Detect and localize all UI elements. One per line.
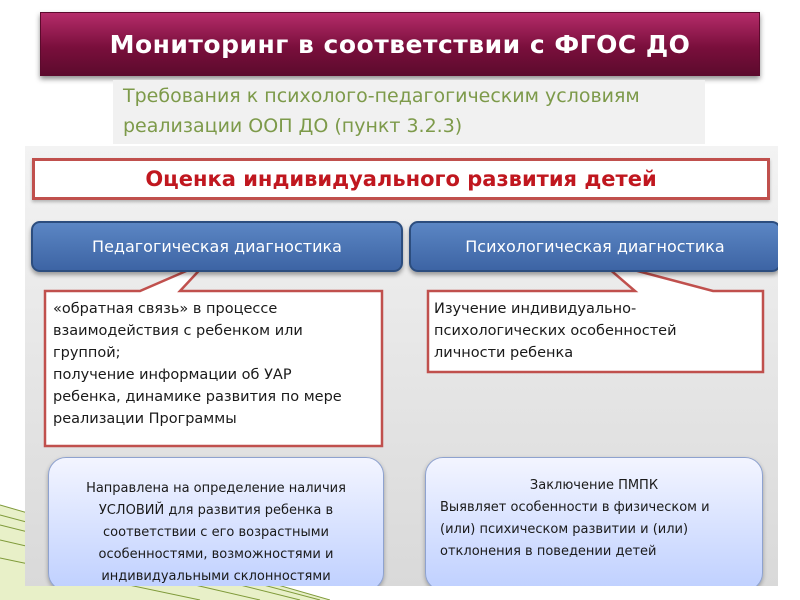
note-line: особенностями, возможностями и bbox=[98, 547, 334, 562]
callout-line: взаимодействия с ребенком или bbox=[53, 323, 303, 339]
callout-line: получение информации об УАР bbox=[53, 367, 292, 383]
category-box-psychological bbox=[409, 221, 778, 272]
right-callout-text bbox=[434, 298, 760, 364]
callout-line: личности ребенка bbox=[434, 345, 574, 361]
callout-line: психологических особенностей bbox=[434, 323, 677, 339]
note-text bbox=[49, 458, 383, 586]
callout-line: реализации Программы bbox=[53, 411, 237, 427]
subtitle-line: Требования к психолого-педагогическим условиям bbox=[123, 85, 640, 107]
main-heading: Оценка индивидуального развития детей bbox=[145, 167, 657, 191]
note-text bbox=[426, 458, 762, 563]
note-line: Направлена на определение наличия bbox=[86, 481, 346, 496]
subtitle-line: реализации ООП ДО (пункт 3.2.3) bbox=[123, 115, 463, 137]
note-line: УСЛОВИЙ для развития ребенка в bbox=[98, 503, 334, 518]
subtitle-box bbox=[113, 80, 705, 144]
main-heading-box bbox=[32, 158, 770, 200]
callout-line: ребенка, динамике развития по мере bbox=[53, 389, 342, 405]
title-bar bbox=[40, 12, 760, 76]
note-line: индивидуальными склонностями bbox=[101, 569, 331, 584]
callout-line: «обратная связь» в процессе bbox=[53, 301, 278, 317]
category-label: Психологическая диагностика bbox=[465, 237, 725, 256]
note-box-pmpk bbox=[425, 457, 763, 586]
category-label: Педагогическая диагностика bbox=[92, 237, 342, 256]
callout-line: группой; bbox=[53, 345, 121, 361]
note-line: отклонения в поведении детей bbox=[440, 544, 657, 559]
note-line: Выявляет особенности в физическом и bbox=[440, 500, 710, 515]
callout-line: Изучение индивидуально- bbox=[434, 301, 637, 317]
category-box-pedagogical bbox=[31, 221, 403, 272]
note-title: Заключение ПМПК bbox=[529, 478, 659, 493]
diagram-panel bbox=[25, 146, 778, 586]
note-line: (или) психическом развитии и (или) bbox=[440, 522, 689, 537]
left-callout-text bbox=[53, 298, 379, 430]
note-box-pedagogical bbox=[48, 457, 384, 586]
note-line: соответствии с его возрастными bbox=[103, 525, 329, 540]
slide-title: Мониторинг в соответствии с ФГОС ДО bbox=[109, 29, 691, 59]
